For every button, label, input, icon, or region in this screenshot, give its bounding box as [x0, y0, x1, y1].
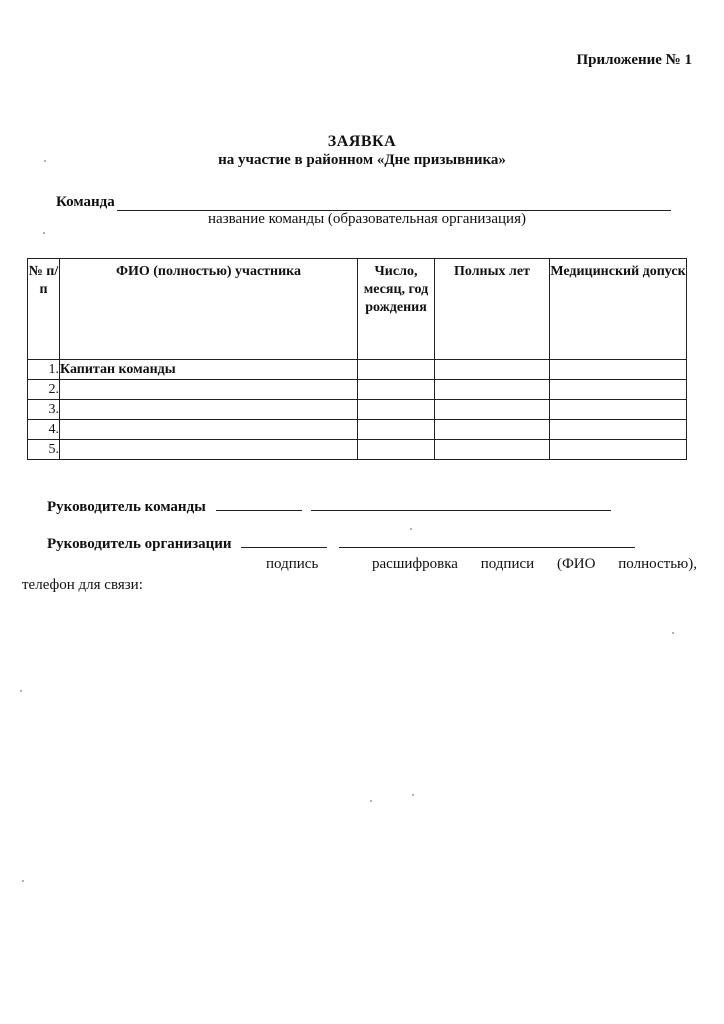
row-medical	[550, 420, 687, 440]
participants-table	[27, 258, 687, 460]
scan-speck	[672, 632, 674, 634]
scan-speck	[44, 160, 46, 162]
row-full-years	[435, 440, 550, 460]
row-number: 5.	[28, 440, 60, 460]
form-subtitle: на участие в районном «Дне призывника»	[218, 152, 506, 168]
phone-label: телефон для связи:	[22, 577, 143, 593]
row-birth-date	[358, 440, 435, 460]
sign-hint: подпись	[266, 556, 319, 572]
col-medical-clearance: Медицинский допуск	[550, 259, 687, 360]
col-number: № п/п	[28, 259, 60, 360]
table-row	[28, 420, 687, 440]
scan-speck	[412, 794, 414, 796]
form-title: ЗАЯВКА	[327, 133, 397, 150]
scan-speck	[20, 690, 22, 692]
row-name: Капитан команды	[60, 360, 358, 380]
col-full-years: Полных лет	[435, 259, 550, 360]
row-name	[60, 420, 358, 440]
scan-speck	[370, 800, 372, 802]
row-name	[60, 400, 358, 420]
table-row	[28, 380, 687, 400]
row-birth-date	[358, 400, 435, 420]
row-birth-date	[358, 420, 435, 440]
decode-hint: расшифровка подписи (ФИО полностью),	[372, 556, 697, 572]
row-birth-date	[358, 380, 435, 400]
row-number: 1.	[28, 360, 60, 380]
row-full-years	[435, 360, 550, 380]
scan-speck	[410, 528, 412, 530]
table-header-row	[28, 259, 687, 360]
row-birth-date	[358, 360, 435, 380]
team-blank-line	[117, 196, 671, 211]
team-leader-sign-line	[216, 498, 302, 511]
col-birth-date: Число, месяц, год рождения	[358, 259, 435, 360]
org-leader-sign-line	[241, 535, 327, 548]
row-medical	[550, 380, 687, 400]
row-number: 2.	[28, 380, 60, 400]
team-label: Команда	[56, 194, 115, 210]
team-leader-name-line	[311, 498, 611, 511]
row-number: 4.	[28, 420, 60, 440]
row-name	[60, 440, 358, 460]
team-leader-signature	[47, 498, 611, 516]
col-full-name: ФИО (полностью) участника	[60, 259, 358, 360]
row-full-years	[435, 380, 550, 400]
row-number: 3.	[28, 400, 60, 420]
team-hint: название команды (образовательная организация)	[208, 211, 526, 227]
row-medical	[550, 440, 687, 460]
scan-speck	[43, 232, 45, 234]
row-name	[60, 380, 358, 400]
table-row	[28, 360, 687, 380]
row-full-years	[435, 400, 550, 420]
row-medical	[550, 360, 687, 380]
org-leader-signature	[47, 535, 635, 553]
row-full-years	[435, 420, 550, 440]
table-row	[28, 400, 687, 420]
appendix-label: Приложение № 1	[576, 52, 692, 68]
table-row	[28, 440, 687, 460]
team-field	[56, 194, 671, 211]
org-leader-name-line	[339, 535, 635, 548]
team-leader-label: Руководитель команды	[47, 499, 206, 515]
org-leader-label: Руководитель организации	[47, 536, 232, 552]
row-medical	[550, 400, 687, 420]
scan-speck	[22, 880, 24, 882]
